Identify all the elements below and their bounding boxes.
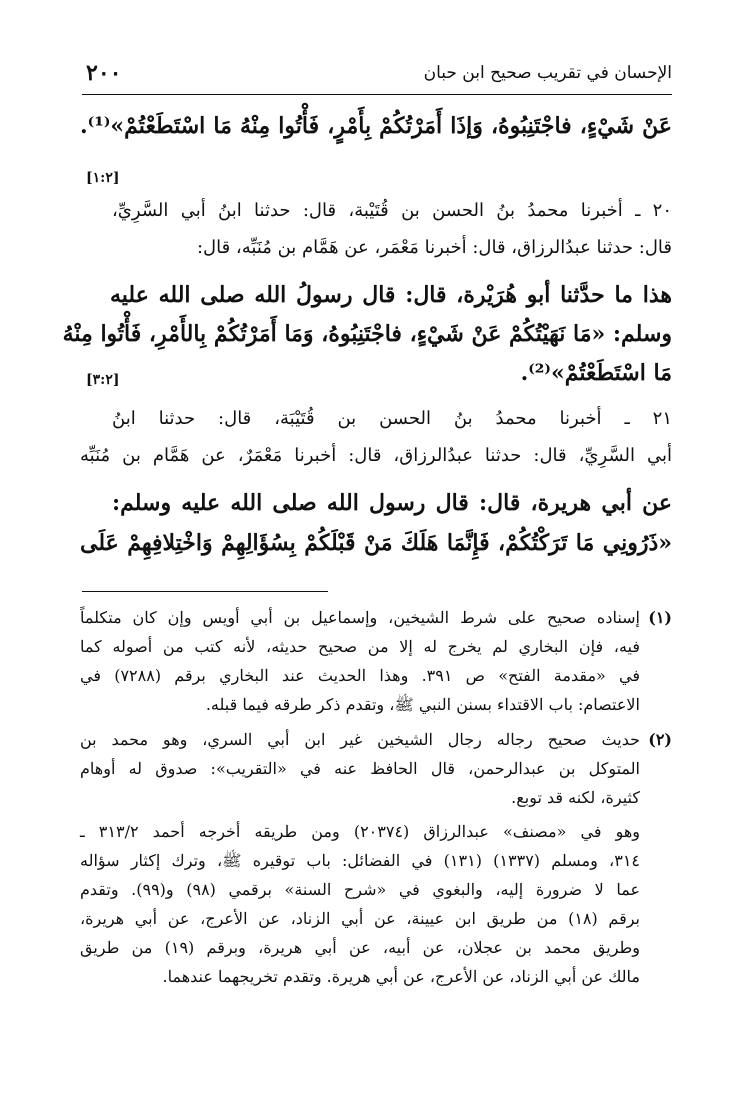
footnote-2-para-2-line-5: وطريق محمد بن عجلان، عن أبيه، عن أبي هريرة، وبرقم (١٩) من طريق bbox=[80, 938, 640, 957]
hadith-21-line-4: «ذَرُونِي مَا تَرَكْتُكُمْ، فَإِنَّمَا هَلَكَ مَنْ قَبْلَكُمْ بِسُؤَالِهِمْ وَاخْتِلافِهِمْ عَلَى bbox=[80, 530, 672, 556]
hadith-20-line-5: مَا اسْتَطَعْتُمْ»⁽²⁾. bbox=[520, 360, 672, 386]
page-number: ٢٠٠ bbox=[86, 60, 122, 86]
hadith-21-line-1: ٢١ ـ أخبرنا محمدُ بنُ الحسن بن قُتَيْبَة، قال: حدثنا ابنُ bbox=[112, 408, 672, 429]
footnote-2-para-2-line-1: وهو في «مصنف» عبدالرزاق (٢٠٣٧٤) ومن طريقه أخرجه أحمد ٣١٣/٢ ـ bbox=[80, 822, 641, 841]
footnote-2-para-2-line-4: برقم (١٨) من طريق ابن عيينة، عن أبي الزناد، عن الأعرج، عن أبي هريرة، bbox=[80, 909, 640, 928]
running-title: الإحسان في تقريب صحيح ابن حبان bbox=[423, 63, 672, 83]
footnote-2-para-2-line-6: مالك عن أبي الزناد، عن الأعرج، عن أبي هريرة. وتقدم تخريجهما عندهما. bbox=[162, 967, 640, 986]
footnote-2-para-2-line-3: عما لا ضرورة إليه، والبغوي في «شرح السنة» برقمي (٩٨) و(٩٩). وتقدم bbox=[80, 880, 641, 899]
footnote-1-number: (١) bbox=[648, 608, 672, 627]
reference-tag-1: [١:٢] bbox=[86, 170, 120, 186]
hadith-20-line-2: قال: حدثنا عبدُالرزاق، قال: أخبرنا مَعْمَر، عن هَمَّام بن مُنَبِّه، قال: bbox=[196, 237, 672, 258]
footnote-2-number: (٢) bbox=[648, 730, 672, 749]
footnote-2-line-1: حديث صحيح رجاله رجال الشيخين غير ابن أبي السري، وهو محمد بن bbox=[80, 730, 640, 749]
hadith-21-line-2: أبي السَّرِيِّ، قال: حدثنا عبدُالرزاق، قال: أخبرنا مَعْمَرٌ، عن هَمَّام بن مُنَبِّه bbox=[80, 445, 672, 466]
hadith-21-line-3: عن أبي هريرة، قال: قال رسول الله صلى الله عليه وسلم: bbox=[112, 490, 672, 516]
footnote-1-line-4: الاعتصام: باب الاقتداء بسنن النبي ﷺ، وتقدم ذكر طرقه فيما قبله. bbox=[205, 695, 640, 714]
footnote-1-line-1: إسناده صحيح على شرط الشيخين، وإسماعيل بن أبي أويس وإن كان متكلماً bbox=[80, 608, 640, 627]
footnote-2-para-2-line-2: ٣١٤، ومسلم (١٣٣٧) (١٣١) في الفضائل: باب توقيره ﷺ، وترك إكثار سؤاله bbox=[80, 851, 640, 870]
reference-tag-2: [٣:٢] bbox=[86, 372, 120, 388]
hadith-20-line-4: وسلم: «مَا نَهَيْتُكُمْ عَنْ شَيْءٍ، فاجْتَنِبُوهُ، وَمَا أَمَرْتُكُمْ بِالأَمْرِ، فَأْتُوا مِنْهُ bbox=[62, 321, 672, 347]
hadith-20-line-3: هذا ما حدَّثنا أبو هُرَيْرة، قال: قال رسولُ الله صلى الله عليه bbox=[110, 282, 672, 308]
hadith-20-line-1: ٢٠ ـ أخبرنا محمدُ بنُ الحسن بن قُتَيْبة، قال: حدثنا ابنُ أبي السَّرِيِّ، bbox=[112, 200, 672, 221]
footnote-rule bbox=[82, 591, 328, 592]
footnote-2-line-2: المتوكل بن عبدالرحمن، قال الحافظ عنه في «التقريب»: صدوق له أوهام bbox=[80, 759, 640, 778]
text-line-1: عَنْ شَيْءٍ، فاجْتَنِبُوهُ، وَإذَا أَمَرْتُكُمْ بِأَمْرٍ، فَأْتُوا مِنْهُ مَا اسْتَطَعْتُمْ»⁽¹⁾. bbox=[80, 113, 672, 139]
footnote-1-line-2: فيه، فإن البخاري لم يخرج له إلا من صحيح حديثه، لأنه كتب من أصوله كما bbox=[80, 637, 640, 656]
header-rule bbox=[82, 94, 672, 95]
footnote-2-line-3: كثيرة، لكنه قد توبع. bbox=[511, 788, 640, 807]
footnote-1-line-3: في «مقدمة الفتح» ص ٣٩١. وهذا الحديث عند البخاري برقم (٧٢٨٨) في bbox=[80, 666, 641, 685]
